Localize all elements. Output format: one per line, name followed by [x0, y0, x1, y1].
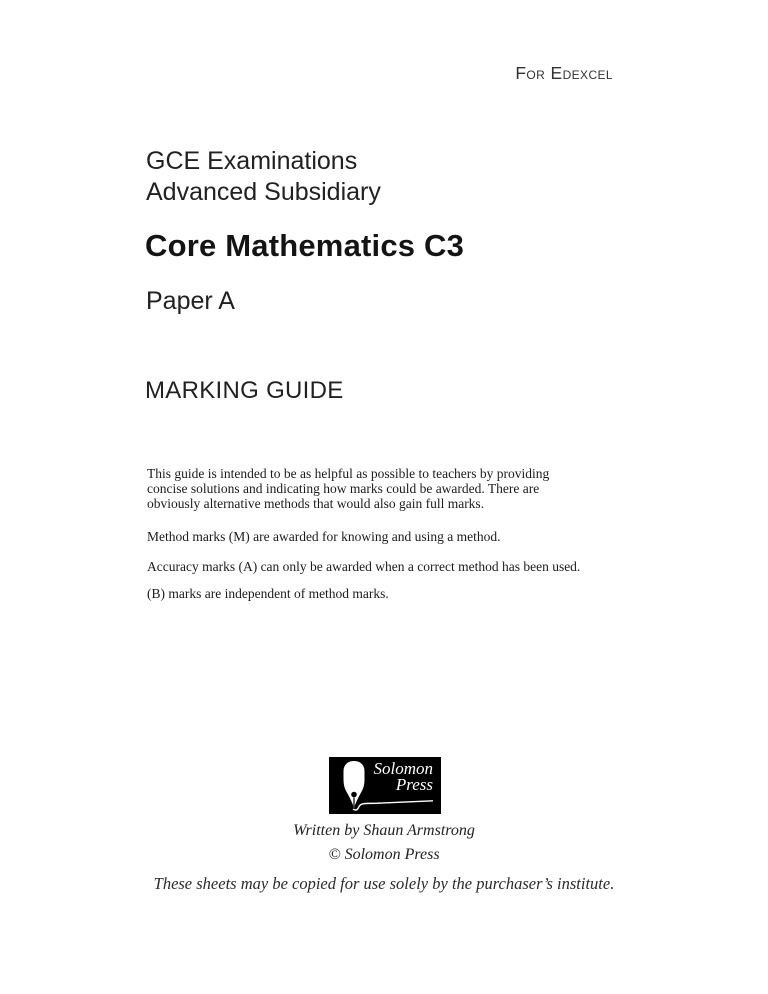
method-marks-note: Method marks (M) are awarded for knowing and using a method.	[147, 529, 501, 544]
intro-line-1: This guide is intended to be as helpful as possible to teachers by providing	[147, 466, 550, 481]
license-line: These sheets may be copied for use solely by the purchaser’s institute.	[153, 874, 615, 893]
intro-paragraph	[147, 466, 549, 511]
copyright-line: © Solomon Press	[328, 846, 440, 863]
intro-line-2: concise solutions and indicating how marks could be awarded. There are	[147, 481, 540, 496]
logo-word-solomon: Solomon	[373, 759, 433, 778]
logo-word-press: Press	[395, 775, 433, 794]
accuracy-marks-note: Accuracy marks (A) can only be awarded when a correct method has been used.	[147, 559, 581, 574]
paper-label: Paper A	[146, 287, 235, 315]
solomon-press-logo	[329, 757, 441, 814]
intro-line-3: obviously alternative methods that would also gain full marks.	[147, 496, 485, 511]
exam-heading-line-1: GCE Examinations	[146, 147, 358, 175]
doc-type-heading: MARKING GUIDE	[145, 377, 344, 404]
exam-heading-line-2: Advanced Subsidiary	[146, 178, 381, 206]
exam-heading	[146, 146, 381, 208]
written-by-line: Written by Shaun Armstrong	[293, 822, 475, 839]
course-title: Core Mathematics C3	[145, 228, 465, 263]
for-edexcel-label: For Edexcel	[515, 63, 613, 83]
b-marks-note: (B) marks are independent of method marks.	[147, 586, 389, 601]
logo-wordmark	[374, 761, 434, 793]
